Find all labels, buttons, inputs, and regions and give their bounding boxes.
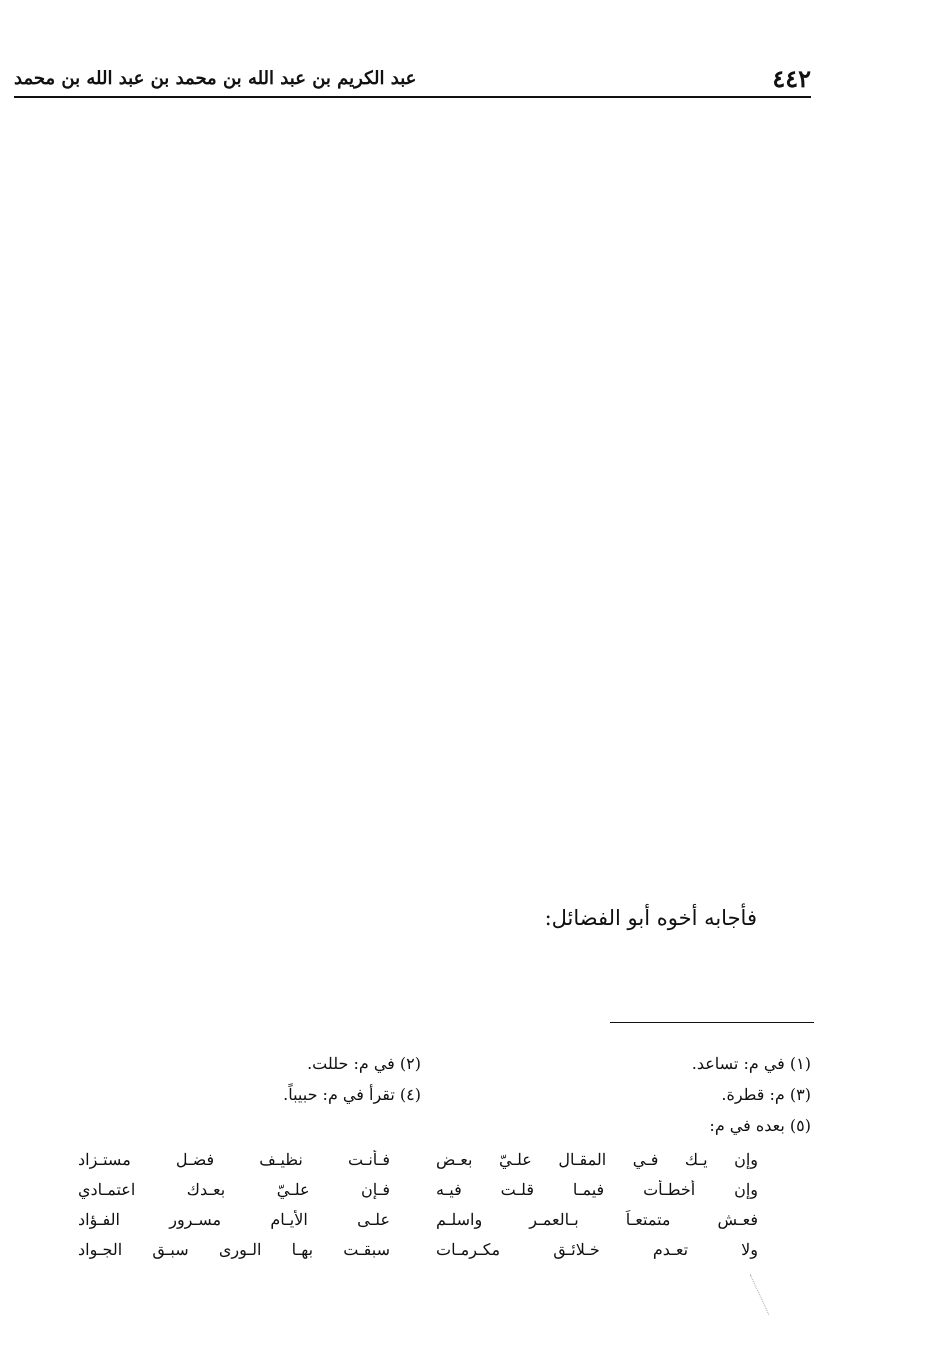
- footnote-3: (٣) م: قطرة.: [721, 1085, 811, 1104]
- footnote-verse-left: علـى الأيـام مسـرور الفـؤاد: [78, 1210, 390, 1229]
- footnote-2: (٢) في م: حللت.: [307, 1054, 421, 1073]
- footnote-verse-right: فعـش متمتعـاً بـالعمـر واسلـم: [436, 1210, 758, 1229]
- footnote-1: (١) في م: تساعد.: [691, 1054, 811, 1073]
- footnote-verse-right: وإن أخطـأت فيمـا قلـت فيـه: [436, 1180, 758, 1199]
- scan-mark: [750, 1265, 789, 1315]
- footnote-5: (٥) بعده في م:: [709, 1116, 811, 1135]
- footnote-verse-right: ولا تعـدم خـلائـق مكـرمـات: [436, 1240, 758, 1259]
- footnote-verse-left: فـأنـت نظيـف فضـل مستـزاد: [78, 1150, 390, 1169]
- footnote-verse-right: وإن يـك فـي المقـال علـيّ بعـض: [436, 1150, 758, 1169]
- footnote-4: (٤) تقرأ في م: حبيباً.: [283, 1085, 421, 1104]
- page-header: [14, 62, 811, 98]
- page-number: ٤٤٢: [772, 64, 811, 93]
- footnote-verse-left: فـإن علـيّ بعـدك اعتمـادي: [78, 1180, 390, 1199]
- footnote-verse-left: سبقـت بهـا الـورى سبـق الجـواد: [78, 1240, 390, 1259]
- prose-line: فأجابه أخوه أبو الفضائل:: [544, 906, 757, 930]
- footnote-separator: [610, 1022, 814, 1023]
- running-head: عبد الكريم بن عبد الله بن محمد بن عبد الله بن محمد: [14, 68, 417, 89]
